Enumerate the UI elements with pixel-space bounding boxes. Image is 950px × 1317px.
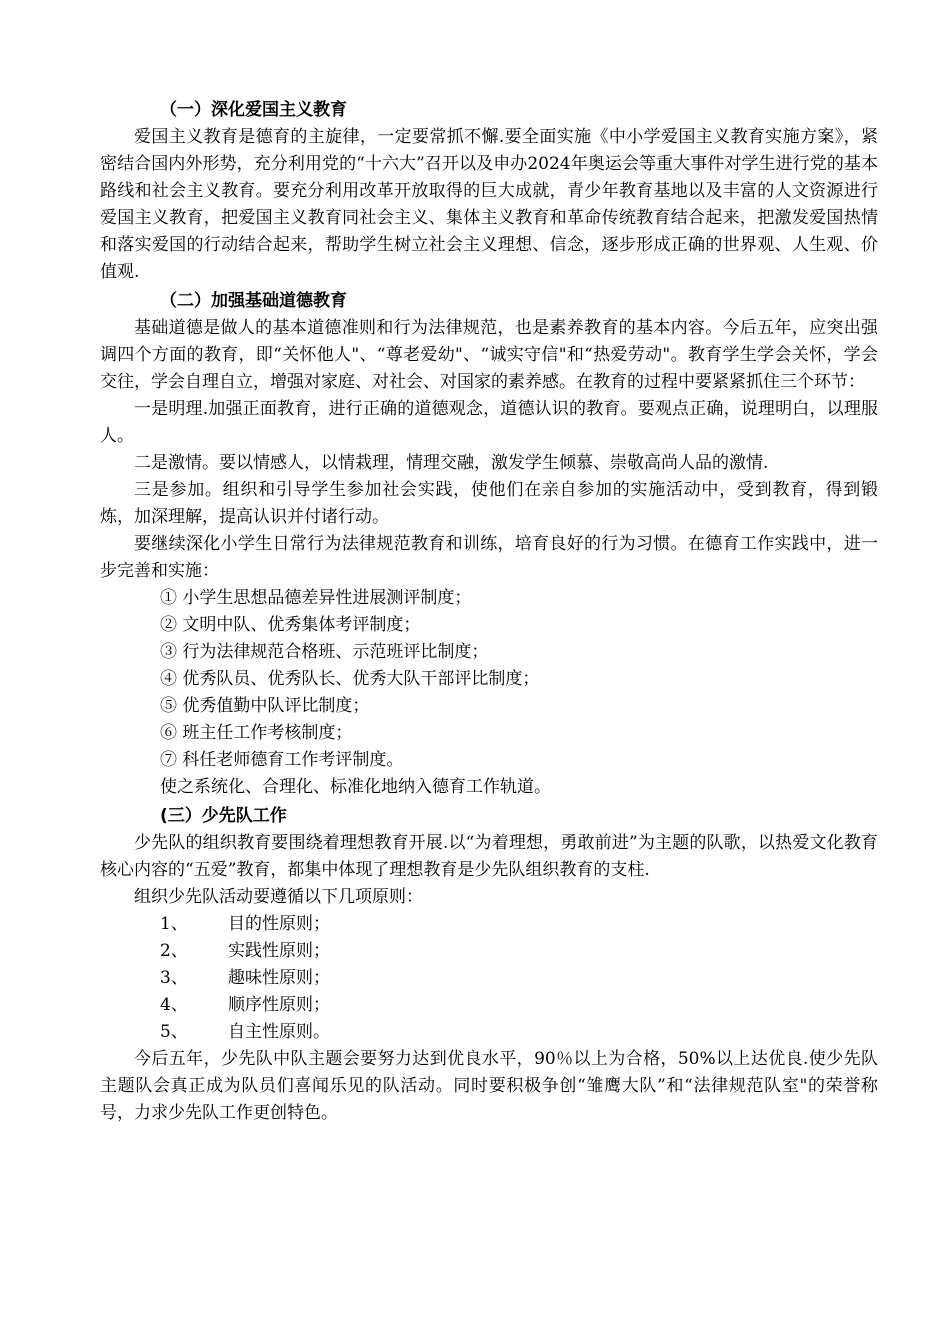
section-1-heading: （一）深化爱国主义教育: [160, 100, 347, 120]
list-item: ① 小学生思想品德差异性进展测评制度；: [160, 588, 472, 608]
principle-number: 5、: [160, 1022, 188, 1042]
list-item: ⑦ 科任老师德育工作考评制度。: [160, 750, 404, 770]
section-3-paragraph: 组织少先队活动要遵循以下几项原则：: [134, 887, 423, 907]
section-1-paragraph: 爱国主义教育是德育的主旋律，一定要常抓不懈.要全面实施《中小学爱国主义教育实施方案》，紧密结合国内外形势，充分利用党的“十六大”召开以及申办2024年奥运会等重大事件对学生进行党的基本路线和社会主义教育。要充分利用改革开放取得的巨大成就，青少年教育基地以及丰富的人文资源进行爱国主义教育，把爱国主义教育同社会主义、集体主义教育和革命传统教育结合起来，把激发爱国热情和落实爱国的行动结合起来，帮助学生树立社会主义理想、信念，逐步形成正确的世界观、人生观、价值观.: [100, 127, 878, 282]
section-2-paragraph: 基础道德是做人的基本道德准则和行为法律规范，也是素养教育的基本内容。今后五年，应突出强调四个方面的教育，即“关怀他人"、“尊老爱幼"、“诚实守信"和“热爱劳动"。教育学生学会关怀，学会交往，学会自理自立，增强对家庭、对社会、对国家的素养感。在教育的过程中要紧紧抓住三个环节：: [100, 318, 878, 392]
section-2-heading: （二）加强基础道德教育: [160, 291, 347, 311]
list-item: ⑤ 优秀值勤中队评比制度；: [160, 696, 370, 716]
principle-item: [100, 1019, 878, 1046]
principle-text: 自主性原则。: [228, 1022, 330, 1042]
list-item: ⑥ 班主任工作考核制度；: [160, 723, 353, 743]
list-item: 使之系统化、合理化、标准化地纳入德育工作轨道。: [160, 777, 551, 797]
principle-text: 顺序性原则；: [228, 995, 330, 1015]
list-item: ③ 行为法律规范合格班、示范班评比制度；: [160, 642, 489, 662]
section-3-paragraph: 少先队的组织教育要围绕着理想教育开展.以“为着理想，勇敢前进”为主题的队歌，以热爱文化教育核心内容的“五爱”教育，都集中体现了理想教育是少先队组织教育的支柱.: [100, 833, 878, 880]
principle-number: 3、: [160, 968, 188, 988]
principle-text: 实践性原则；: [228, 941, 330, 961]
section-2-paragraph: 三是参加。组织和引导学生参加社会实践，使他们在亲自参加的实施活动中，受到教育，得到锻炼，加深理解，提高认识并付诸行动。: [100, 480, 878, 527]
principle-item: [100, 992, 878, 1019]
principle-number: 4、: [160, 995, 188, 1015]
section-3-closing-paragraph: 今后五年，少先队中队主题会要努力达到优良水平，90％以上为合格，50%以上达优良.使少先队主题队会真正成为队员们喜闻乐见的队活动。同时要积极争创“雏鹰大队”和“法律规范队室"的荣誉称号，力求少先队工作更创特色。: [100, 1049, 878, 1123]
section-2-paragraph: 二是激情。要以情感人，以情栽理，情理交融，激发学生倾慕、崇敬高尚人品的激情.: [134, 453, 769, 473]
list-item: ② 文明中队、优秀集体考评制度；: [160, 615, 421, 635]
principle-text: 趣味性原则；: [228, 968, 330, 988]
principle-text: 目的性原则；: [228, 914, 330, 934]
principle-number: 1、: [160, 914, 188, 934]
section-2-paragraph: 一是明理.加强正面教育，进行正确的道德观念，道德认识的教育。要观点正确，说理明白，以理服人。: [100, 399, 878, 446]
section-3-heading: (三）少先队工作: [160, 806, 287, 826]
principle-item: [100, 965, 878, 992]
list-item: ④ 优秀队员、优秀队长、优秀大队干部评比制度；: [160, 669, 540, 689]
principle-item: [100, 911, 878, 938]
section-2-paragraph: 要继续深化小学生日常行为法律规范教育和训练，培育良好的行为习惯。在德育工作实践中，进一步完善和实施：: [100, 534, 878, 581]
principle-number: 2、: [160, 941, 188, 961]
principle-item: [100, 938, 878, 965]
